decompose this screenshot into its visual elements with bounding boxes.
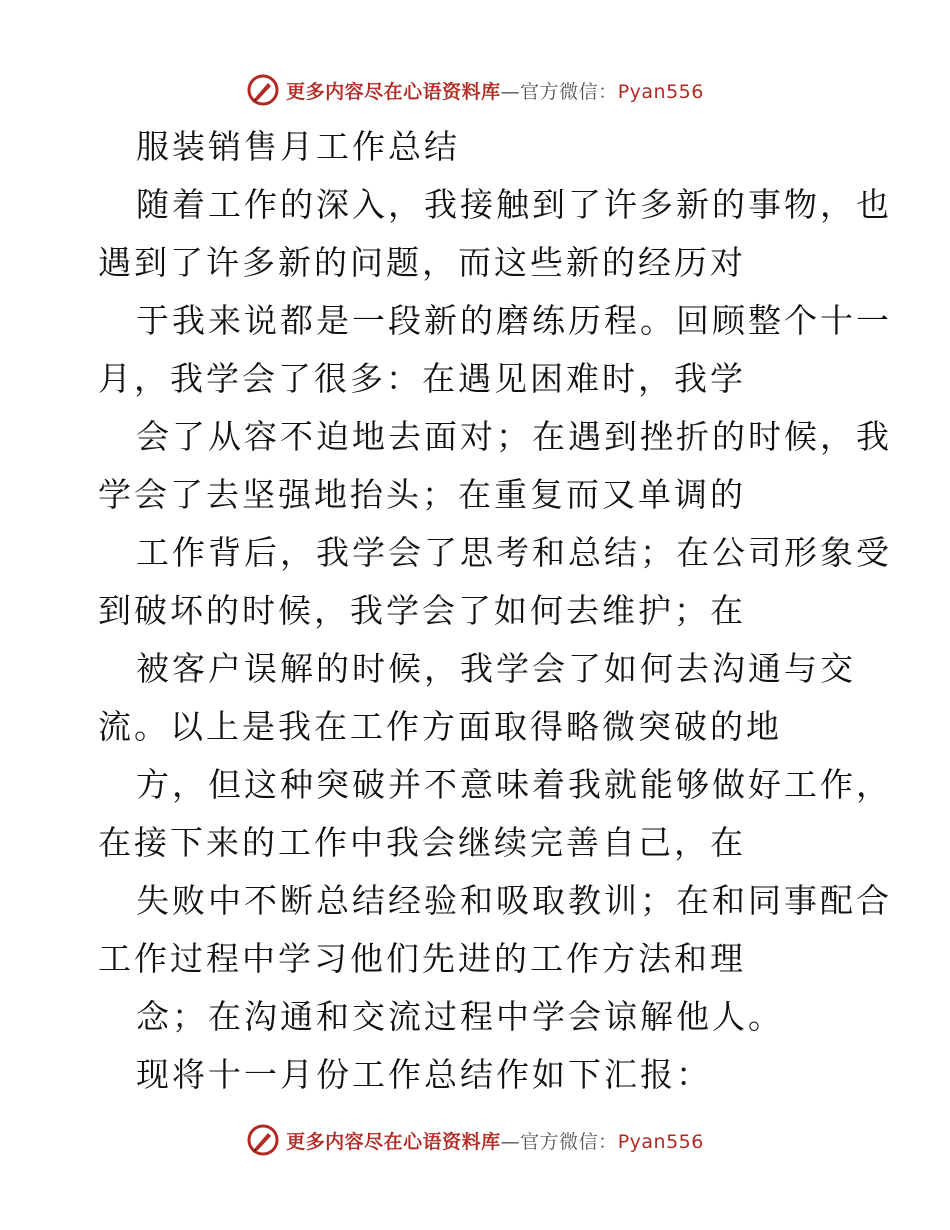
banner-title: 更多内容尽在心语资料库 [286,80,501,103]
pen-logo-icon [246,73,280,107]
text-line: 念；在沟通和交流过程中学会谅解他人。 [136,997,784,1036]
banner-wechat-label: 官方微信： [520,80,618,103]
text-line: 方，但这种突破并不意味着我就能够做好工作， [136,765,892,804]
document-title: 服装销售月工作总结 [136,127,460,166]
text-line: 在接下来的工作中我会继续完善自己，在 [98,823,746,862]
banner-wechat-id: Pyan556 [617,80,704,103]
text-line: 会了从容不迫地去面对；在遇到挫折的时候，我 [136,417,892,456]
text-line: 工作过程中学习他们先进的工作方法和理 [98,939,746,978]
banner-text [286,1127,704,1154]
banner-text [286,77,704,104]
text-line: 被客户误解的时候，我学会了如何去沟通与交 [136,649,856,688]
pen-logo-icon [246,1123,280,1157]
banner-wechat-label: 官方微信： [520,1130,618,1153]
text-line: 工作背后，我学会了思考和总结；在公司形象受 [136,533,892,572]
text-line: 随着工作的深入，我接触到了许多新的事物，也 [136,185,892,224]
text-line: 月，我学会了很多：在遇见困难时，我学 [98,359,746,398]
text-line: 流。以上是我在工作方面取得略微突破的地 [98,707,782,746]
banner-wechat-id: Pyan556 [617,1130,704,1153]
text-line: 遇到了许多新的问题，而这些新的经历对 [98,243,746,282]
header-banner [0,70,950,110]
text-line: 学会了去坚强地抬头；在重复而又单调的 [98,475,746,514]
text-line: 失败中不断总结经验和吸取教训；在和同事配合 [136,881,892,920]
text-line: 到破坏的时候，我学会了如何去维护；在 [98,591,746,630]
text-line: 于我来说都是一段新的磨练历程。回顾整个十一 [136,301,892,340]
text-line: 现将十一月份工作总结作如下汇报： [136,1055,712,1094]
banner-title: 更多内容尽在心语资料库 [286,1130,501,1153]
footer-banner [0,1120,950,1160]
banner-separator: — [500,1130,521,1153]
banner-separator: — [500,80,521,103]
